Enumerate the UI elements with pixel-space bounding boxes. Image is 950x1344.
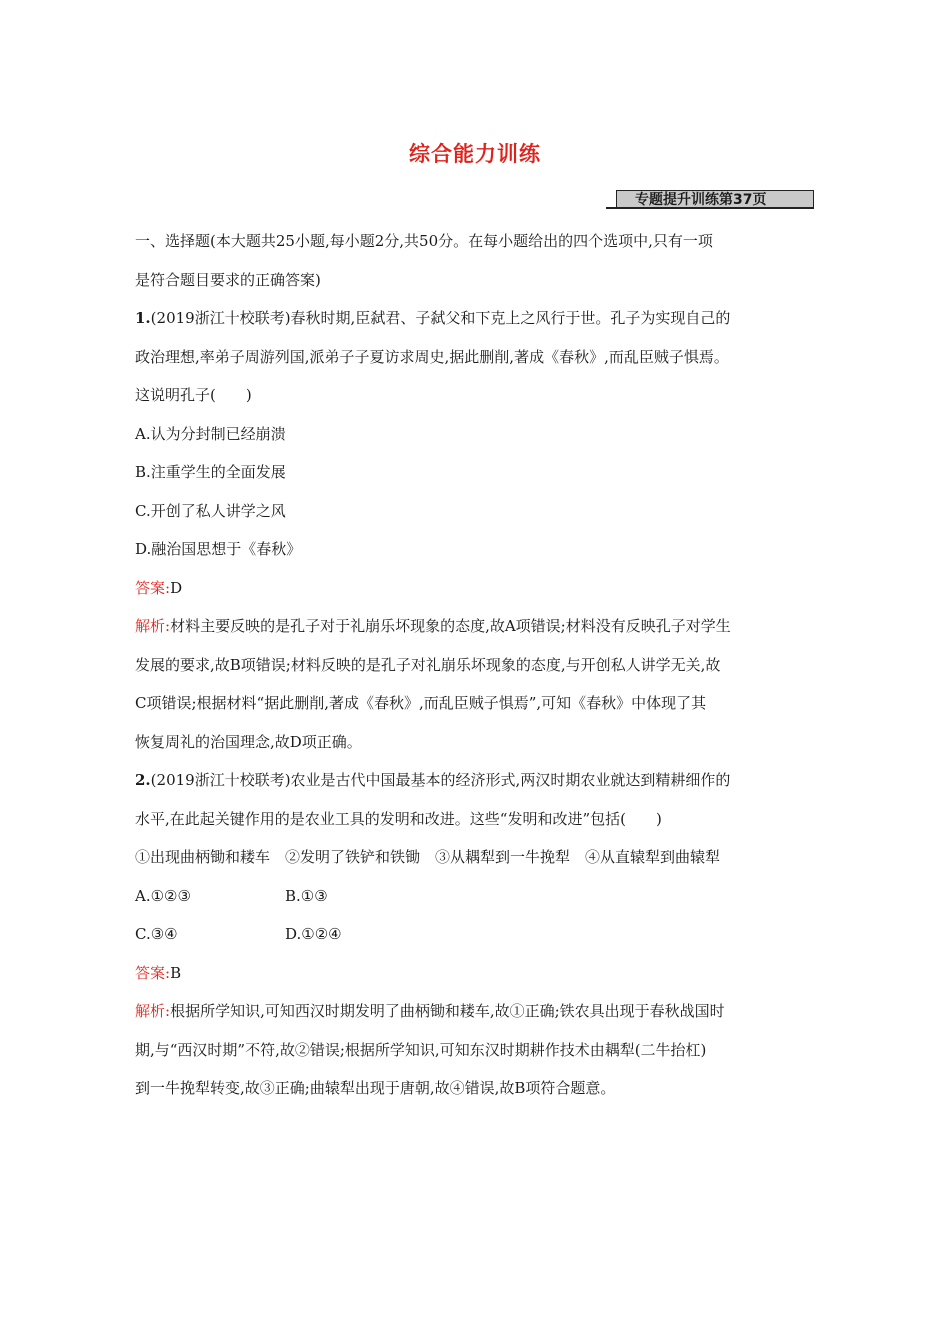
question-stem-line (135, 761, 821, 800)
answer-line (135, 569, 821, 608)
answer-line (135, 954, 821, 993)
analysis-line: 发展的要求,故B项错误;材料反映的是孔子对礼崩乐坏现象的态度,与开创私人讲学无关,故 (135, 655, 721, 674)
option-c: C.③④ (135, 925, 178, 943)
section-instruction-line: 是符合题目要求的正确答案) (135, 270, 321, 289)
answer-value: B (170, 963, 182, 982)
section-instruction-line: 一、选择题(本大题共25小题,每小题2分,共50分。在每小题给出的四个选项中,只有一项 (135, 232, 713, 250)
option-a: A.认为分封制已经崩溃 (135, 424, 286, 443)
page-title: 综合能力训练 (409, 142, 541, 166)
analysis-line (135, 992, 821, 1031)
question-stem-line (135, 299, 821, 338)
analysis-text: 根据所学知识,可知西汉时期发明了曲柄锄和耧车,故①正确;铁农具出现于春秋战国时 (170, 1002, 725, 1020)
option-b: B.①③ (285, 886, 328, 905)
analysis-line (135, 607, 821, 646)
analysis-line: 恢复周礼的治国理念,故D项正确。 (135, 732, 362, 751)
option-d: D.融治国思想于《春秋》 (135, 540, 302, 558)
answer-label: 答案: (135, 578, 171, 597)
answer-label: 答案: (135, 963, 171, 982)
badge-label: 专题提升训练第37页 (616, 190, 814, 207)
document-body (135, 222, 821, 1108)
analysis-label: 解析: (135, 1002, 171, 1020)
option-b: B.注重学生的全面发展 (135, 463, 286, 481)
question-stem-line: 这说明孔子( ) (135, 386, 252, 404)
analysis-label: 解析: (135, 617, 171, 635)
question-stem-line: 政治理想,率弟子周游列国,派弟子子夏访求周史,据此删削,著成《春秋》,而乱臣贼子惧焉。 (135, 347, 729, 366)
question-number: 2. (135, 771, 151, 789)
option-a: A.①②③ (135, 886, 191, 905)
option-d: D.①②④ (285, 925, 342, 943)
answer-value: D (170, 578, 183, 597)
analysis-line: 到一牛挽犁转变,故③正确;曲辕犁出现于唐朝,故④错误,故B项符合题意。 (135, 1079, 616, 1097)
question-stem-text: (2019浙江十校联考)农业是古代中国最基本的经济形式,两汉时期农业就达到精耕细作的 (150, 771, 731, 789)
analysis-line: C项错误;根据材料“据此删削,著成《春秋》,而乱臣贼子惧焉”,可知《春秋》中体现了其 (135, 694, 707, 712)
analysis-line: 期,与“西汉时期”不符,故②错误;根据所学知识,可知东汉时期耕作技术由耦犁(二牛抬杠) (135, 1040, 707, 1059)
options-row (135, 877, 821, 916)
reference-badge (606, 190, 814, 209)
question-stem-line: 水平,在此起关键作用的是农业工具的发明和改进。这些“发明和改进”包括( ) (135, 809, 662, 828)
question-number: 1. (135, 309, 151, 327)
question-stem-text: (2019浙江十校联考)春秋时期,臣弑君、子弑父和下克上之风行于世。孔子为实现自己的 (150, 309, 731, 327)
question-2 (135, 761, 821, 1108)
option-c: C.开创了私人讲学之风 (135, 501, 286, 520)
question-1 (135, 299, 821, 761)
question-items-line: ①出现曲柄锄和耧车 ②发明了铁铲和铁锄 ③从耦犁到一牛挽犁 ④从直辕犁到曲辕犁 (135, 848, 721, 866)
options-row (135, 915, 821, 954)
analysis-text: 材料主要反映的是孔子对于礼崩乐坏现象的态度,故A项错误;材料没有反映孔子对学生 (170, 617, 731, 635)
